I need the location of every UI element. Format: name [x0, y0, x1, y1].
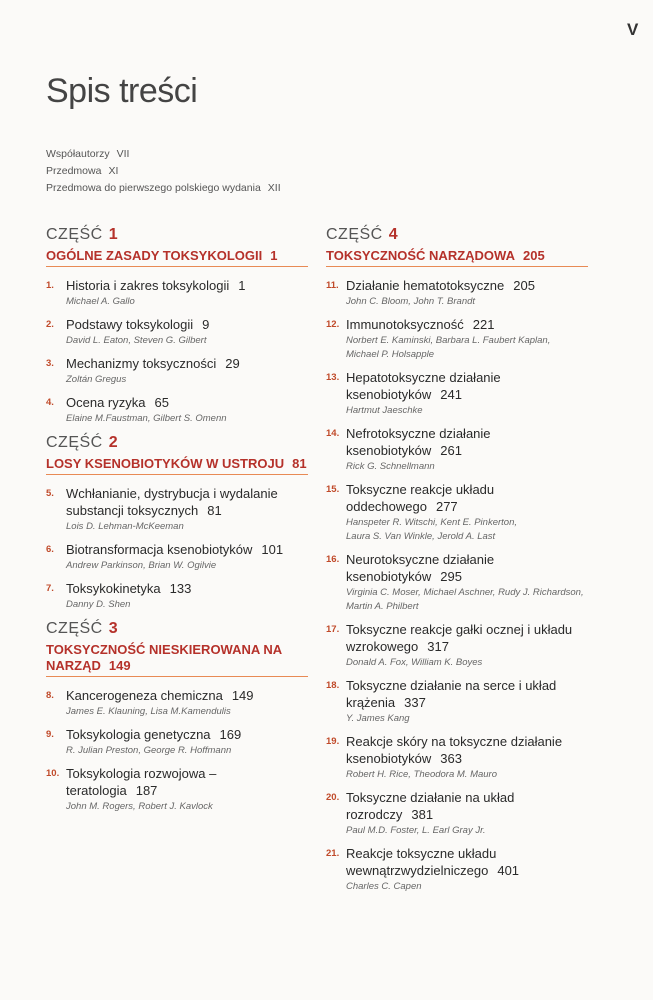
- chapter-authors: [66, 800, 308, 814]
- part-label: [326, 226, 588, 248]
- part-page: 149: [108, 658, 131, 673]
- part-label: [46, 226, 308, 248]
- part-number: 4: [388, 226, 399, 243]
- chapter-entry[interactable]: [46, 394, 308, 426]
- chapter-title-text: Reakcje toksyczne układu wewnątrzwydzielniczego: [346, 846, 497, 878]
- author-line: Virginia C. Moser, Michael Aschner, Rudy J. Richardson,: [346, 587, 584, 598]
- chapter-title-text: Historia i zakres toksykologii: [66, 278, 230, 293]
- chapter-entry[interactable]: [326, 789, 588, 838]
- part-number: 3: [108, 620, 119, 637]
- chapter-authors: [346, 880, 588, 894]
- chapter-title-text: Toksykokinetyka: [66, 581, 161, 596]
- chapter-title-text: Toksykologia rozwojowa – teratologia: [66, 766, 217, 798]
- chapter-title: [346, 845, 588, 879]
- front-matter: [46, 146, 281, 197]
- front-matter-item[interactable]: [46, 146, 281, 163]
- left-column: [46, 226, 308, 822]
- chapter-entry[interactable]: [326, 845, 588, 894]
- chapter-title-text: Toksykologia genetyczna: [66, 727, 211, 742]
- chapter-entry[interactable]: [326, 277, 588, 309]
- chapter-number: 20.: [326, 792, 340, 803]
- chapter-title: [66, 394, 308, 411]
- chapter-page: 169: [219, 727, 242, 742]
- chapter-authors: [346, 295, 588, 309]
- front-matter-page: XI: [108, 165, 119, 177]
- author-line: Hanspeter R. Witschi, Kent E. Pinkerton,: [346, 517, 517, 528]
- chapter-title: [66, 541, 308, 558]
- chapter-page: 205: [513, 278, 535, 293]
- chapter-entry[interactable]: [46, 580, 308, 612]
- right-column: [326, 226, 588, 902]
- chapter-number: 12.: [326, 319, 340, 330]
- part-title-text: OGÓLNE ZASADY TOKSYKOLOGII: [46, 248, 263, 263]
- chapter-title: [66, 765, 308, 799]
- chapter-entry[interactable]: [326, 425, 588, 474]
- chapter-authors: [346, 712, 588, 726]
- chapter-number: 11.: [326, 280, 339, 291]
- author-line: Martin A. Philbert: [346, 601, 419, 612]
- part-label: [46, 434, 308, 456]
- chapter-number: 14.: [326, 428, 340, 439]
- author-line: Zoltán Gregus: [66, 374, 127, 385]
- chapter-authors: [66, 520, 308, 534]
- chapter-entry[interactable]: [46, 726, 308, 758]
- part-page: 81: [292, 456, 307, 471]
- chapter-title: [66, 355, 308, 372]
- chapter-authors: [346, 768, 588, 782]
- chapter-title-text: Toksyczne działanie na układ rozrodczy: [346, 790, 515, 822]
- chapter-authors: [66, 744, 308, 758]
- author-line: Hartmut Jaeschke: [346, 405, 423, 416]
- chapter-entry[interactable]: [326, 551, 588, 614]
- chapter-title: [346, 425, 588, 459]
- chapter-title: [346, 369, 588, 403]
- part-label-text: CZĘŚĆ: [326, 226, 383, 243]
- chapter-entry[interactable]: [46, 765, 308, 814]
- toc-part: [46, 226, 308, 426]
- chapter-page: 261: [440, 443, 462, 458]
- chapter-authors: [346, 460, 588, 474]
- chapter-authors: [66, 598, 308, 612]
- chapter-title-text: Neurotoksyczne działanie ksenobiotyków: [346, 552, 495, 584]
- page-title: Spis treści: [46, 72, 198, 110]
- part-page: 1: [270, 248, 278, 263]
- chapter-page: 9: [202, 317, 210, 332]
- chapter-entry[interactable]: [326, 733, 588, 782]
- chapter-title-text: Kancerogeneza chemiczna: [66, 688, 223, 703]
- chapter-number: 3.: [46, 358, 54, 369]
- front-matter-label: Współautorzy: [46, 148, 110, 160]
- chapter-number: 1.: [46, 280, 54, 291]
- chapter-title-text: Działanie hematotoksyczne: [346, 278, 505, 293]
- chapter-page: 65: [154, 395, 169, 410]
- chapter-title-text: Biotransformacja ksenobiotyków: [66, 542, 253, 557]
- chapter-entry[interactable]: [326, 621, 588, 670]
- part-label: [46, 620, 308, 642]
- chapter-title-text: Ocena ryzyka: [66, 395, 146, 410]
- chapter-entry[interactable]: [46, 485, 308, 534]
- part-title[interactable]: [326, 248, 588, 267]
- chapter-entry[interactable]: [46, 277, 308, 309]
- chapter-title: [346, 733, 588, 767]
- chapter-entry[interactable]: [326, 677, 588, 726]
- chapter-page: 277: [435, 499, 458, 514]
- front-matter-label: Przedmowa do pierwszego polskiego wydania: [46, 182, 261, 194]
- chapter-number: 17.: [326, 624, 340, 635]
- chapter-title: [346, 551, 588, 585]
- chapter-number: 19.: [326, 736, 340, 747]
- part-title-text: TOKSYCZNOŚĆ NARZĄDOWA: [326, 248, 515, 263]
- front-matter-page: VII: [116, 148, 130, 160]
- chapter-authors: [346, 656, 588, 670]
- chapter-entry[interactable]: [326, 316, 588, 362]
- chapter-page: 295: [440, 569, 462, 584]
- author-line: Andrew Parkinson, Brian W. Ogilvie: [66, 560, 217, 571]
- chapter-page: 337: [404, 695, 426, 710]
- chapter-title-text: Toksyczne reakcje układu oddechowego: [346, 482, 495, 514]
- chapter-title-text: Hepatotoksyczne działanie ksenobiotyków: [346, 370, 501, 402]
- chapter-authors: [346, 334, 588, 362]
- chapter-authors: [66, 373, 308, 387]
- part-title[interactable]: [46, 642, 308, 677]
- chapter-title-text: Wchłanianie, dystrybucja i wydalanie substancji toksycznych: [66, 486, 278, 518]
- page-number: V: [627, 20, 639, 39]
- chapter-entry[interactable]: [46, 687, 308, 719]
- toc-part: [46, 434, 308, 612]
- toc-part: [326, 226, 588, 894]
- chapter-authors: [66, 412, 308, 426]
- chapter-entry[interactable]: [46, 355, 308, 387]
- chapter-title: [66, 687, 308, 704]
- part-label-text: CZĘŚĆ: [46, 226, 103, 243]
- chapter-number: 4.: [46, 397, 54, 408]
- author-line: Y. James Kang: [346, 713, 410, 724]
- author-line: David L. Eaton, Steven G. Gilbert: [66, 335, 207, 346]
- chapter-title: [346, 481, 588, 515]
- author-line: Charles C. Capen: [346, 881, 422, 892]
- chapter-number: 21.: [326, 848, 340, 859]
- chapter-title: [66, 580, 308, 597]
- chapter-title: [66, 277, 308, 294]
- author-line: Michael A. Gallo: [66, 296, 135, 307]
- chapter-authors: [346, 586, 588, 614]
- chapter-page: 187: [135, 783, 158, 798]
- chapter-number: 10.: [46, 768, 60, 779]
- front-matter-item[interactable]: [46, 163, 281, 180]
- chapter-entry[interactable]: [46, 541, 308, 573]
- chapter-entry[interactable]: [326, 481, 588, 544]
- chapter-page: 81: [207, 503, 222, 518]
- chapter-number: 13.: [326, 372, 340, 383]
- chapter-title: [346, 277, 588, 294]
- author-line: Elaine M.Faustman, Gilbert S. Omenn: [66, 413, 227, 424]
- chapter-number: 5.: [46, 488, 54, 499]
- part-title[interactable]: [46, 456, 308, 475]
- chapter-title: [346, 789, 588, 823]
- chapter-authors: [346, 516, 588, 544]
- part-number: 2: [108, 434, 119, 451]
- part-number: 1: [108, 226, 119, 243]
- part-page: 205: [522, 248, 545, 263]
- part-label-text: CZĘŚĆ: [46, 620, 103, 637]
- chapter-title: [66, 316, 308, 333]
- author-line: Lois D. Lehman-McKeeman: [66, 521, 184, 532]
- chapter-number: 7.: [46, 583, 54, 594]
- chapter-title-text: Immunotoksyczność: [346, 317, 464, 332]
- author-line: R. Julian Preston, George R. Hoffmann: [66, 745, 232, 756]
- chapter-title-text: Nefrotoksyczne działanie ksenobiotyków: [346, 426, 491, 458]
- chapter-number: 9.: [46, 729, 54, 740]
- chapter-authors: [346, 824, 588, 838]
- chapter-title: [346, 621, 588, 655]
- chapter-title-text: Toksyczne działanie na serce i układ krążenia: [346, 678, 557, 710]
- chapter-page: 133: [169, 581, 192, 596]
- front-matter-label: Przedmowa: [46, 165, 102, 177]
- chapter-title-text: Mechanizmy toksyczności: [66, 356, 217, 371]
- chapter-page: 221: [472, 317, 495, 332]
- chapter-number: 6.: [46, 544, 54, 555]
- chapter-authors: [346, 404, 588, 418]
- chapter-title: [346, 316, 588, 333]
- author-line: James E. Klauning, Lisa M.Kamendulis: [66, 706, 231, 717]
- chapter-authors: [66, 559, 308, 573]
- chapter-number: 15.: [326, 484, 340, 495]
- toc-part: [46, 620, 308, 814]
- part-title[interactable]: [46, 248, 308, 267]
- chapter-page: 149: [231, 688, 254, 703]
- chapter-page: 317: [427, 639, 449, 654]
- author-line: Rick G. Schnellmann: [346, 461, 435, 472]
- chapter-page: 1: [238, 278, 246, 293]
- chapter-page: 241: [440, 387, 462, 402]
- chapter-title-text: Toksyczne reakcje gałki ocznej i układu wzrokowego: [346, 622, 573, 654]
- chapter-authors: [66, 705, 308, 719]
- part-title-text: LOSY KSENOBIOTYKÓW W USTROJU: [46, 456, 285, 471]
- chapter-title-text: Reakcje skóry na toksyczne działanie ksenobiotyków: [346, 734, 563, 766]
- front-matter-page: XII: [267, 182, 281, 194]
- chapter-page: 101: [261, 542, 284, 557]
- author-line: Paul M.D. Foster, L. Earl Gray Jr.: [346, 825, 486, 836]
- author-line: John M. Rogers, Robert J. Kavlock: [66, 801, 213, 812]
- front-matter-item[interactable]: [46, 180, 281, 197]
- chapter-page: 401: [497, 863, 520, 878]
- author-line: Laura S. Van Winkle, Jerold A. Last: [346, 531, 496, 542]
- author-line: Norbert E. Kaminski, Barbara L. Faubert Kaplan,: [346, 335, 551, 346]
- chapter-number: 18.: [326, 680, 340, 691]
- chapter-title-text: Podstawy toksykologii: [66, 317, 194, 332]
- author-line: John C. Bloom, John T. Brandt: [346, 296, 476, 307]
- author-line: Danny D. Shen: [66, 599, 131, 610]
- chapter-authors: [66, 334, 308, 348]
- chapter-title: [66, 726, 308, 743]
- chapter-authors: [66, 295, 308, 309]
- chapter-entry[interactable]: [46, 316, 308, 348]
- part-label-text: CZĘŚĆ: [46, 434, 103, 451]
- chapter-title: [66, 485, 308, 519]
- chapter-page: 381: [411, 807, 434, 822]
- author-line: Donald A. Fox, William K. Boyes: [346, 657, 483, 668]
- chapter-page: 363: [440, 751, 462, 766]
- chapter-title: [346, 677, 588, 711]
- chapter-number: 2.: [46, 319, 54, 330]
- author-line: Robert H. Rice, Theodora M. Mauro: [346, 769, 498, 780]
- part-title-text: TOKSYCZNOŚĆ NIESKIEROWANA NA NARZĄD: [46, 642, 282, 673]
- chapter-number: 16.: [326, 554, 340, 565]
- chapter-number: 8.: [46, 690, 54, 701]
- chapter-entry[interactable]: [326, 369, 588, 418]
- chapter-page: 29: [225, 356, 240, 371]
- author-line: Michael P. Holsapple: [346, 349, 435, 360]
